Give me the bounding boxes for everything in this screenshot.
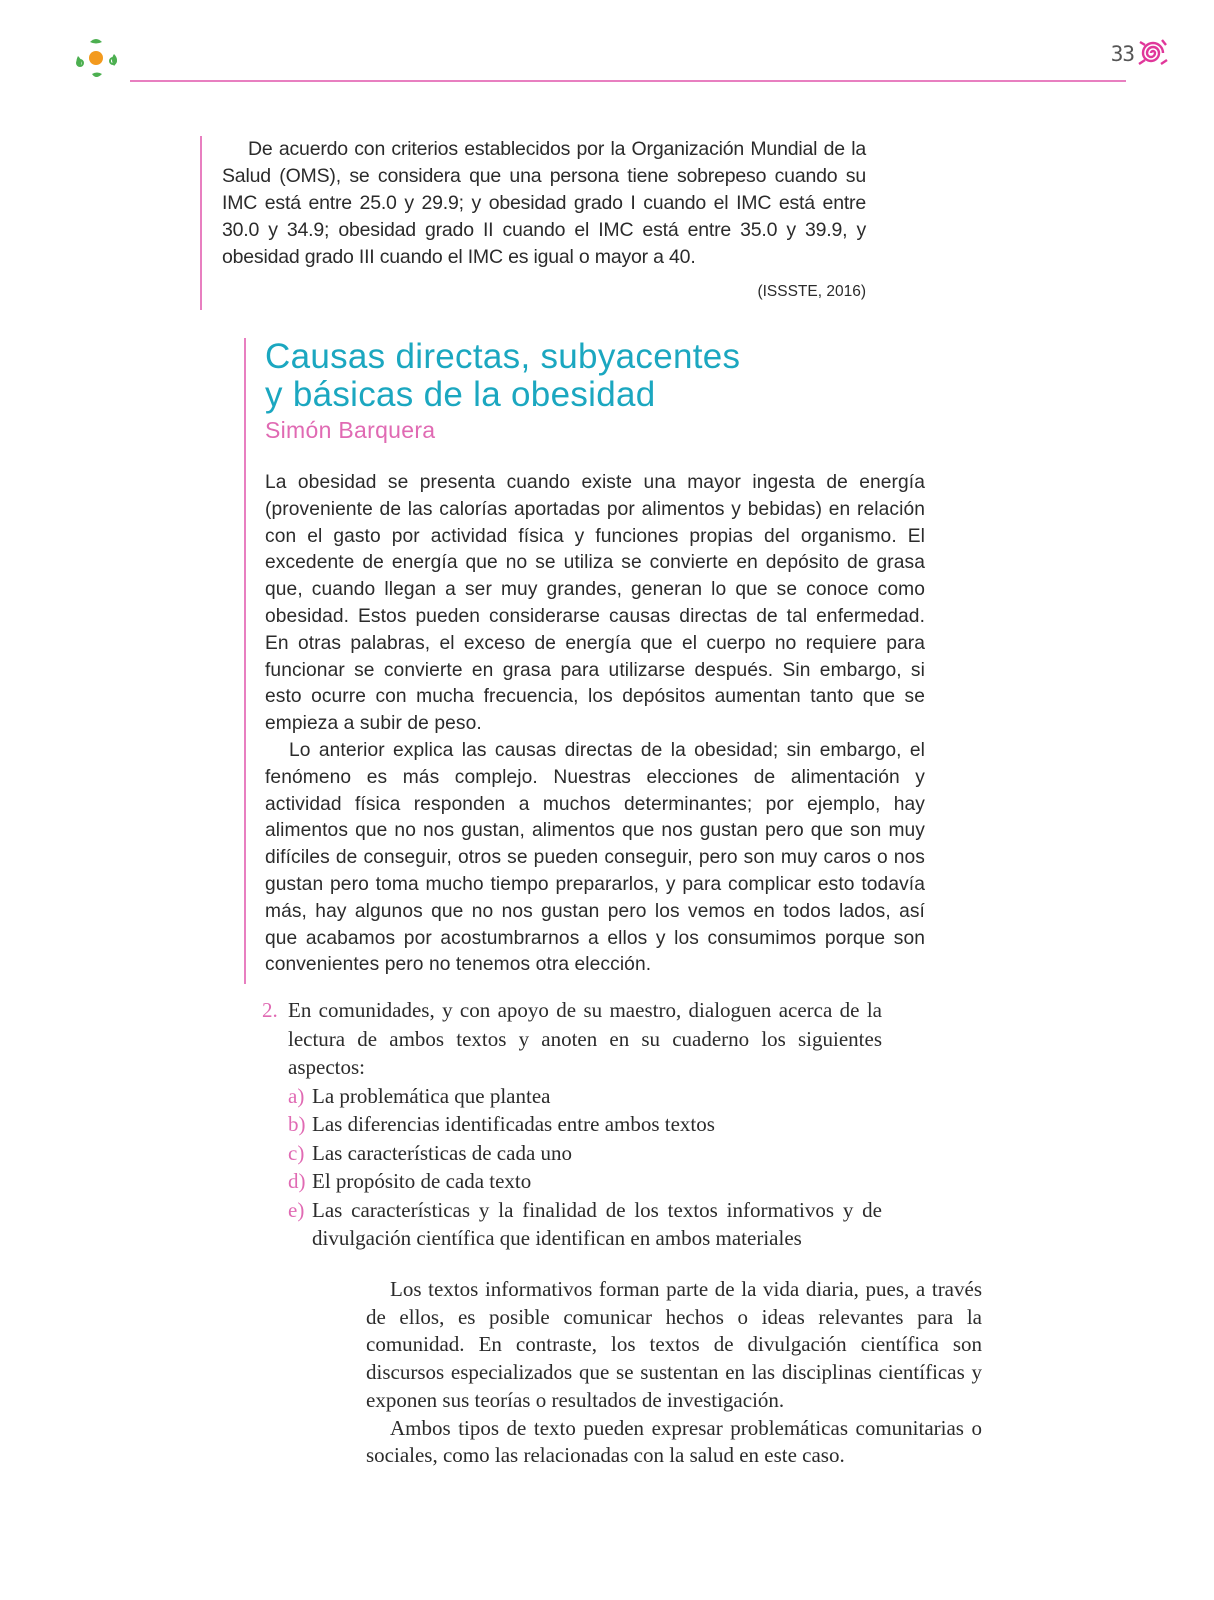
list-item-letter: c) [288,1140,305,1165]
closing-text-block [366,1276,982,1470]
article-title-line-2: y básicas de la obesidad [265,375,656,414]
activity-sub-list [288,1082,882,1253]
article-title-line-1: Causas directas, subyacentes [265,337,741,376]
closing-paragraph: Los textos informativos forman parte de la vida diaria, pues, a través de ellos, es posible comunicar hechos o ideas relevantes para la comunidad. En contraste, los textos de divulgación científica son discursos especializados que se sustentan en las disciplinas científicas y exponen sus teorías o resultados de investigación. [366,1277,982,1412]
list-item [288,1196,882,1253]
article-title [265,338,925,414]
article-author: Simón Barquera [265,417,436,443]
list-item-letter: a) [288,1083,305,1108]
list-item-text: Las características y la finalidad de los textos informativos y de divulgación científica que identifican en ambos materiales [312,1197,882,1250]
list-item-letter: b) [288,1112,306,1136]
activity-intro: En comunidades, y con apoyo de su maestro, dialoguen acerca de la lectura de ambos textos y anoten en su cuaderno los siguientes aspectos: [288,998,882,1079]
pink-spiral-ornament-icon [1136,36,1170,70]
list-item [288,1110,882,1139]
activity-block [262,996,882,1253]
header-rule [130,80,1126,82]
list-item-letter: e) [288,1197,305,1222]
list-item-text: La problemática que plantea [312,1083,551,1108]
list-item-text: Las características de cada uno [312,1140,573,1165]
article-paragraph: La obesidad se presenta cuando existe una mayor ingesta de energía (proveniente de las calorías aportadas por alimentos y bebidas) en relación con el gasto por actividad física y funciones propias del organismo. El excedente de energía que no se utiliza se convierte en depósito de grasa que, cuando llegan a ser muy grandes, generan lo que se conoce como obesidad. Estos pueden considerarse causas directas de tal enfermedad. En otras palabras, el exceso de energía que el cuerpo no requiere para funcionar se convierte en grasa para utilizarse después. Sin embargo, si esto ocurre con mucha frecuencia, los depósitos aumentan tanto que se empieza a subir de peso. [265,472,925,735]
activity-number: 2. [262,998,278,1022]
green-orange-flower-logo-icon [70,34,126,84]
list-item-text: El propósito de cada texto [312,1169,532,1193]
list-item [288,1139,882,1168]
list-item [288,1167,882,1196]
list-item [288,1082,882,1111]
list-item-letter: d) [288,1169,306,1193]
citation: (ISSSTE, 2016) [757,283,866,300]
article-paragraph: Lo anterior explica las causas directas de la obesidad; sin embargo, el fenómeno es más complejo. Nuestras elecciones de alimentación y actividad física responden a muchos determinantes; por ejemplo, hay alimentos que no nos gustan, alimentos que nos gustan pero que son muy difíciles de conseguir, otros se pueden conseguir, pero son muy caros o nos gustan pero toma mucho tiempo prepararlos, y para complicar esto todavía más, hay algunos que no nos gustan pero los vemos en todos lados, así que acabamos por acostumbrarnos a ellos y los consumimos porque son convenientes pero no tenemos otra elección. [265,739,925,976]
oms-quote-text: De acuerdo con criterios establecidos por la Organización Mundial de la Salud (OMS), se considera que una persona tiene sobrepeso cuando su IMC está entre 25.0 y 29.9; y obesidad grado I cuando el IMC está entre 30.0 y 34.9; obesidad grado II cuando el IMC está entre 35.0 y 39.9, y obesidad grado III cuando el IMC es igual o mayor a 40. [222,138,866,268]
page-number: 33 [1110,42,1134,66]
list-item-text: Las diferencias identificadas entre ambos textos [312,1112,715,1136]
closing-paragraph: Ambos tipos de texto pueden expresar problemáticas comunitarias o sociales, como las relacionadas con la salud en este caso. [366,1415,982,1468]
article-body [265,470,925,979]
oms-quote-block [200,136,866,310]
article-block [244,338,925,984]
